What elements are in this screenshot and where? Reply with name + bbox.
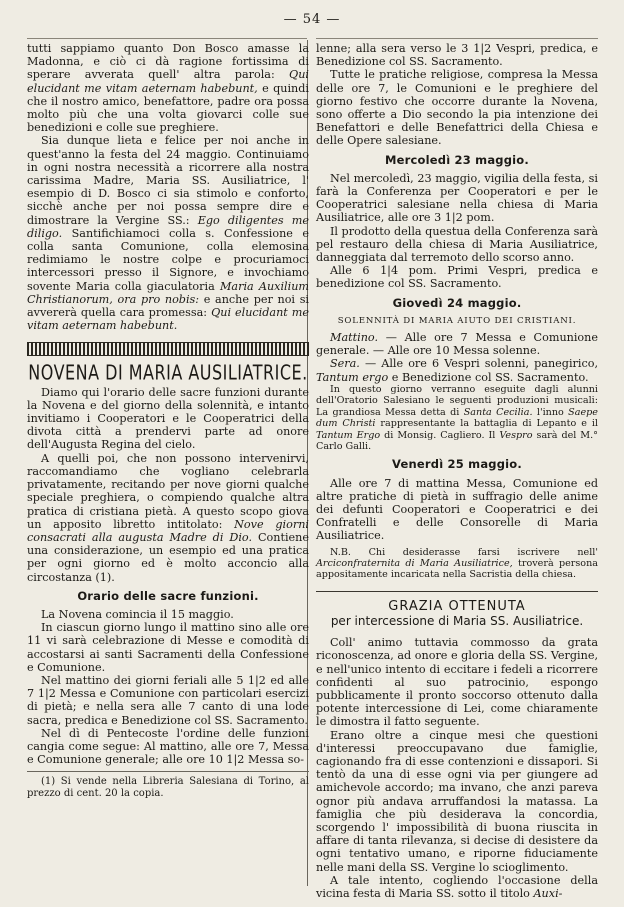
footnote: (1) Si vende nella Libreria Salesiana di Torino, al prezzo di cent. 20 la copia. [27, 771, 309, 800]
paragraph: Mattino. — Alle ore 7 Messa e Comunione generale. — Alle ore 10 Messa solenne. [316, 331, 598, 358]
mercoledi-title: Mercoledì 23 maggio. [385, 152, 529, 167]
top-rule-left [27, 38, 307, 39]
left-column [27, 42, 309, 800]
paragraph: A quelli poi, che non possono intervenirvi, raccomandiamo che vogliano celebrarla privatamente, recitando per nove giorni qualche speciale preghiera, o compiendo qualche altra pratica di cristiana pietà. A questo scopo giova un apposito libretto intitolato: Nove giorni consacrati alla augusta Madre di Dio. Contiene una considerazione, un esempio ed una pratica per ogni giorno ed è molto acconcio alla circostanza (1). [27, 451, 309, 584]
paragraph: Nel dì di Pentecoste l'ordine delle funzioni cangia come segue: Al mattino, alle ore 7, Messa e Comunione generale; alle ore 10 1|2 Messa so- [27, 726, 309, 767]
paragraph: La Novena comincia il 15 maggio. [41, 607, 234, 621]
paragraph: In ciascun giorno lungo il mattino sino alle ore 11 vi sarà celebrazione di Messe e comodità di accostarsi ai santi Sacramenti della Confessione e Comunione. [27, 621, 309, 674]
paragraph: Alle 6 1|4 pom. Primi Vespri, predica e benedizione col SS. Sacramento. [316, 264, 598, 291]
paragraph: Alle ore 7 di mattina Messa, Comunione ed altre pratiche di pietà in suffragio delle anime dei defunti Cooperatori e Cooperatrici e dei Confratelli e delle Consorelle di Maria Ausiliatrice. [316, 476, 598, 543]
paragraph: Nel mattino dei giorni feriali alle 5 1|2 ed alle 7 1|2 Messa e Comunione con particolari esercizi di pietà; e nella sera alle 7 canto di una lode sacra, predica e Benedizione col SS. Sacramento. [27, 673, 309, 727]
right-column [316, 42, 598, 900]
music-note: In questo giorno verranno eseguite dagli alunni dell'Oratorio Salesiano le seguenti produzioni musicali: La grandiosa Messa detta di Santa Cecilia. l'inno Saepe dum Christi rappresentante la battaglia di Lepanto e il Tantum Ergo di Monsig. Cagliero. Il Vespro sarà del M.° Carlo Galli. [316, 383, 598, 452]
paragraph: Erano oltre a cinque mesi che questioni d'interessi preoccupavano due famiglie, cagionando fra di esse contenzioni e dissapori. Si tentò da una di esse ogni via per giungere ad amichevole accordo; ma invano, che anzi pareva ognor più andava arruffandosi la matassa. La famiglia che più desiderava la concordia, scorgendo l' impossibilità di buona riuscita in affare di tanta rilevanza, si decise di desistere da ogni tentativo umano, e riporne fiduciamente nelle mani della SS. Vergine lo scioglimento. [316, 728, 598, 874]
paragraph: A tale intento, cogliendo l'occasione della vicina festa di Maria SS. sotto il titolo Auxi- [316, 873, 598, 901]
grazia-title: GRAZIA OTTENUTA [388, 598, 526, 614]
page-number: — 54 — [283, 12, 341, 27]
section-rule [316, 591, 598, 592]
novena-title: NOVENA DI MARIA AUSILIATRICE. [28, 361, 308, 385]
solennita-subtitle: SOLENNITÀ DI MARIA AIUTO DEI CRISTIANI. [337, 315, 577, 326]
paragraph: Sia dunque lieta e felice per noi anche in quest'anno la festa del 24 maggio. Continuiamo in ogni nostra necessità a ricorrere alla nostra carissima Madre, Maria SS. Ausiliatrice, l' esempio di D. Bosco ci sia stimolo e conforto, sicchè anche per noi possa sempre dire e dimostrare la Vergine SS.: Ego diligentes me diligo. Santifichiamoci colla s. Confessione e colla santa Comunione, colla elemosina redimiamo le nostre colpe e procuriamoci intercessori presso il Signore, e invochiamo sovente Maria colla giaculatoria Maria Auxilium Christianorum, ora pro nobis: e anche per noi si avvererà quella cara promessa: Qui elucidant me vitam aeternam habebunt. [27, 134, 310, 333]
top-rule-right [316, 38, 598, 39]
grazia-subtitle: per intercessione di Maria SS. Ausiliatrice. [330, 613, 584, 628]
venerdi-title: Venerdì 25 maggio. [392, 457, 522, 472]
paragraph: Tutte le pratiche religiose, compresa la Messa delle ore 7, le Comunioni e le preghiere del giorno festivo che occorre durante la Novena, sono offerte a Dio secondo la pia intenzione dei Benefattori e delle Benefattrici della Chiesa e delle Opere salesiane. [316, 68, 598, 148]
giovedi-title: Giovedì 24 maggio. [392, 295, 522, 310]
paragraph: Il prodotto della questua della Conferenza sarà pel restauro della chiesa di Maria Ausiliatrice, danneggiata dal terremoto dello scorso anno. [316, 224, 598, 265]
ornamental-divider [27, 342, 309, 356]
paragraph: Diamo qui l'orario delle sacre funzioni durante la Novena e del giorno della solennità, e intanto invitiamo i Cooperatori e le Cooperatrici della divota città a prendervi parte ad onore dell'Augusta Regina del cielo. [27, 385, 309, 452]
nb-note: N.B. Chi desiderasse farsi iscrivere nell' Arciconfraternita di Maria Ausiliatrice, troverà persona appositamente incaricata nella Sacristia della chiesa. [316, 546, 598, 581]
paragraph: lenne; alla sera verso le 3 1|2 Vespri, predica, e Benedizione col SS. Sacramento. [316, 42, 598, 69]
paragraph: Nel mercoledì, 23 maggio, vigilia della festa, si farà la Conferenza per Cooperatori e per le Cooperatrici salesiane nella chiesa di Maria Ausiliatrice, alle ore 3 1|2 pom. [316, 171, 598, 225]
paragraph: Coll' animo tuttavia commosso da grata riconoscenza, ad onore e gloria della SS. Vergine, e nell'unico intento di eccitare i fedeli a ricorrere confidenti al suo patrocinio, espongo pubblicamente il pronto soccorso ottenuto dalla potente intercessione di Lei, come chiaramente le dimostra il fatto seguente. [316, 636, 598, 729]
orario-title: Orario delle sacre funzioni. [77, 588, 259, 603]
paragraph: Sera. — Alle ore 6 Vespri solenni, panegirico, Tantum ergo e Benedizione col SS. Sacramento. [316, 357, 598, 384]
paragraph: tutti sappiamo quanto Don Bosco amasse la Madonna, e ciò ci dà ragione fortissima di sperare avverata quell' altra parola: Qui elucidant me vitam aeternam habebunt, e quindi che il nostro amico, benefattore, padre ora possa molto più che una volta giovarci colle sue benedizioni e colle sue preghiere. [27, 42, 309, 135]
